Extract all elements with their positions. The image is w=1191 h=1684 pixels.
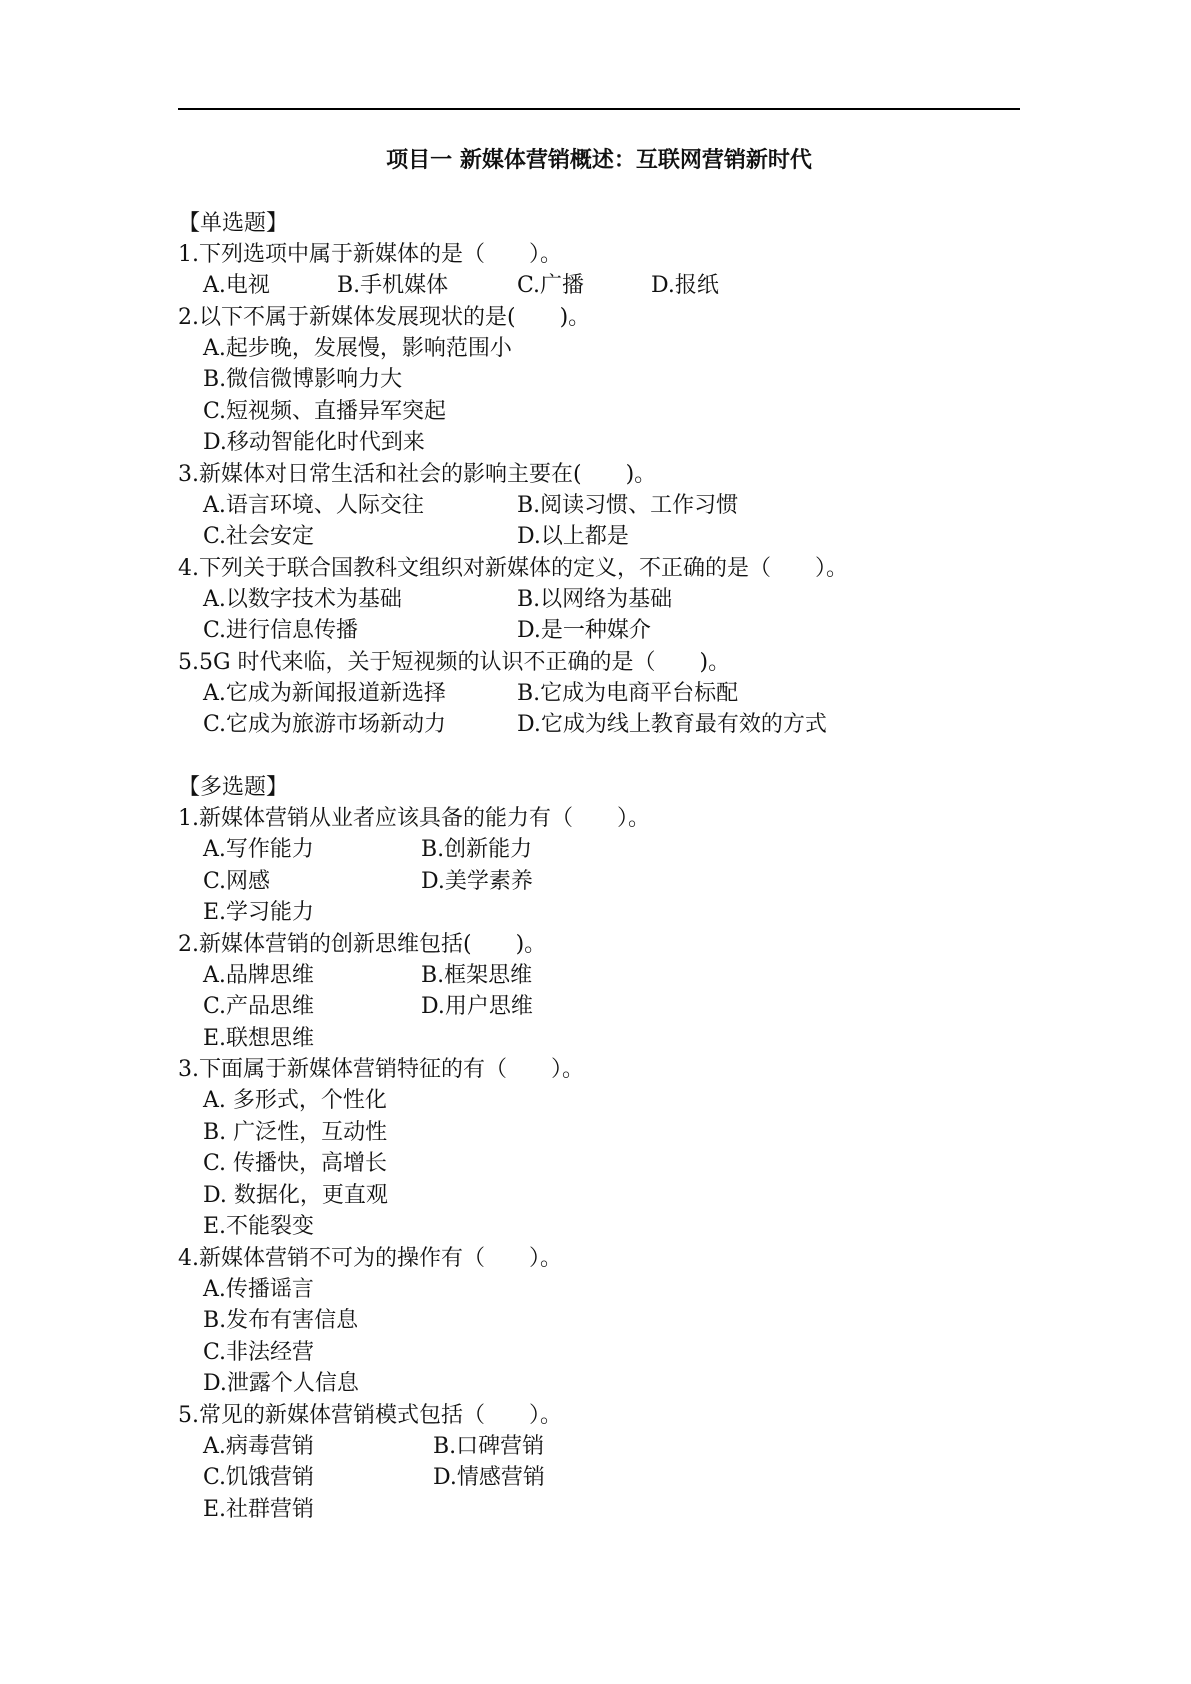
single-q3-option-c: C.社会安定 xyxy=(203,524,315,549)
header-rule xyxy=(178,108,1020,110)
multi-q3-option-b: B. 广泛性，互动性 xyxy=(203,1120,388,1145)
multi-q5-option-b: B.口碑营销 xyxy=(433,1434,545,1459)
multi-q1-option-d: D.美学素养 xyxy=(421,869,533,894)
single-q2-option-d: D.移动智能化时代到来 xyxy=(203,430,425,455)
multi-q5-options-row1 xyxy=(203,1431,544,1462)
single-q4-option-c: C.进行信息传播 xyxy=(203,618,359,643)
multi-q5-option-d: D.情感营销 xyxy=(433,1465,545,1490)
single-q1-option-a: A.电视 xyxy=(203,273,270,298)
single-q3-option-a: A.语言环境、人际交往 xyxy=(203,493,424,518)
multi-q1-option-e: E.学习能力 xyxy=(203,900,315,925)
multi-q2-option-d: D.用户思维 xyxy=(421,994,533,1019)
single-q4: 4.下列关于联合国教科文组织对新媒体的定义，不正确的是（ ）。 xyxy=(178,556,848,581)
multi-q1-option-b: B.创新能力 xyxy=(421,837,533,862)
single-q3-options-row1 xyxy=(203,490,738,521)
single-q1-option-d: D.报纸 xyxy=(651,273,719,298)
multi-q5: 5.常见的新媒体营销模式包括（ ）。 xyxy=(178,1403,562,1428)
single-q5-options-row2 xyxy=(203,709,827,740)
single-q3-option-d: D.以上都是 xyxy=(517,524,629,549)
multi-q2-options-row1 xyxy=(203,960,532,991)
single-q4-options-row1 xyxy=(203,584,672,615)
single-q1-option-b: B.手机媒体 xyxy=(337,273,449,298)
single-q1-option-c: C.广播 xyxy=(517,273,585,298)
multi-choice-header: 【多选题】 xyxy=(178,775,289,800)
page-title: 项目一 新媒体营销概述：互联网营销新时代 xyxy=(386,148,812,173)
single-q4-option-d: D.是一种媒介 xyxy=(517,618,651,643)
multi-q2-option-b: B.框架思维 xyxy=(421,963,533,988)
single-q2-option-a: A.起步晚，发展慢，影响范围小 xyxy=(203,336,512,361)
single-q5-option-a: A.它成为新闻报道新选择 xyxy=(203,681,446,706)
multi-q2-option-a: A.品牌思维 xyxy=(203,963,314,988)
single-q3-option-b: B.阅读习惯、工作习惯 xyxy=(517,493,739,518)
multi-q1-option-c: C.网感 xyxy=(203,869,271,894)
multi-q5-options-row2 xyxy=(203,1462,545,1493)
multi-q4-option-c: C.非法经营 xyxy=(203,1340,315,1365)
multi-q2-options-row2 xyxy=(203,991,533,1022)
single-q3: 3.新媒体对日常生活和社会的影响主要在( )。 xyxy=(178,462,657,487)
multi-q3-option-d: D. 数据化，更直观 xyxy=(203,1183,388,1208)
multi-q5-option-a: A.病毒营销 xyxy=(203,1434,314,1459)
multi-q4: 4.新媒体营销不可为的操作有（ ）。 xyxy=(178,1246,562,1271)
multi-q1-options-row2 xyxy=(203,866,533,897)
single-q2-option-b: B.微信微博影响力大 xyxy=(203,367,403,392)
single-choice-header: 【单选题】 xyxy=(178,211,289,236)
single-q5-options-row1 xyxy=(203,678,738,709)
multi-q2-option-c: C.产品思维 xyxy=(203,994,315,1019)
multi-q1-option-a: A.写作能力 xyxy=(203,837,314,862)
single-q2-option-c: C.短视频、直播异军突起 xyxy=(203,399,447,424)
multi-q1: 1.新媒体营销从业者应该具备的能力有（ ）。 xyxy=(178,806,650,831)
multi-q2: 2.新媒体营销的创新思维包括( )。 xyxy=(178,932,547,957)
multi-q4-option-b: B.发布有害信息 xyxy=(203,1308,359,1333)
single-q4-options-row2 xyxy=(203,615,651,646)
single-q1: 1.下列选项中属于新媒体的是（ ）。 xyxy=(178,242,562,267)
single-q1-options xyxy=(203,270,719,301)
multi-q5-option-e: E.社群营销 xyxy=(203,1497,315,1522)
multi-q2-option-e: E.联想思维 xyxy=(203,1026,315,1051)
single-q5-option-c: C.它成为旅游市场新动力 xyxy=(203,712,447,737)
multi-q3-option-c: C. 传播快，高增长 xyxy=(203,1151,388,1176)
multi-q3-option-e: E.不能裂变 xyxy=(203,1214,315,1239)
single-q2: 2.以下不属于新媒体发展现状的是( )。 xyxy=(178,305,591,330)
multi-q4-option-a: A.传播谣言 xyxy=(203,1277,314,1302)
single-q4-option-b: B.以网络为基础 xyxy=(517,587,673,612)
multi-q1-options-row1 xyxy=(203,834,532,865)
single-q5: 5.5G 时代来临，关于短视频的认识不正确的是（ )。 xyxy=(178,650,731,675)
multi-q3: 3.下面属于新媒体营销特征的有（ ）。 xyxy=(178,1057,584,1082)
multi-q5-option-c: C.饥饿营销 xyxy=(203,1465,315,1490)
single-q4-option-a: A.以数字技术为基础 xyxy=(203,587,402,612)
single-q3-options-row2 xyxy=(203,521,629,552)
multi-q3-option-a: A. 多形式，个性化 xyxy=(203,1088,387,1113)
single-q5-option-b: B.它成为电商平台标配 xyxy=(517,681,739,706)
single-q5-option-d: D.它成为线上教育最有效的方式 xyxy=(517,712,827,737)
multi-q4-option-d: D.泄露个人信息 xyxy=(203,1371,359,1396)
